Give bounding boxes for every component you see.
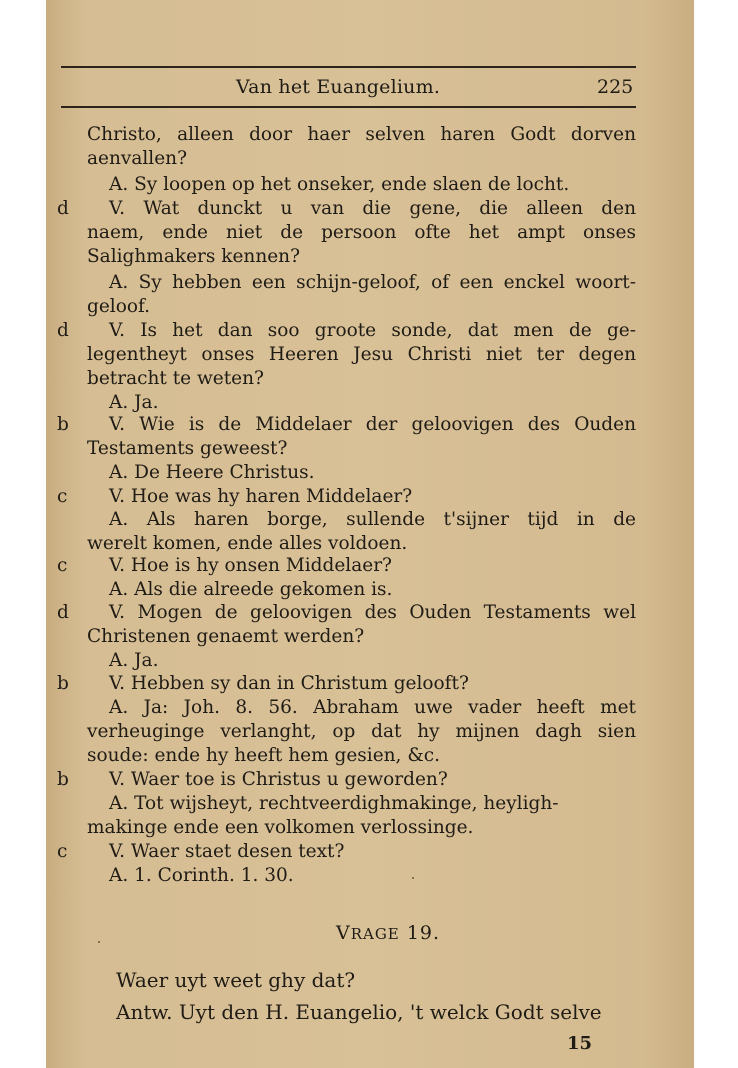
line-text: V. Waer toe is Christus u geworden?	[109, 769, 448, 790]
ink-speck	[412, 877, 414, 879]
heading-initial: V	[335, 922, 351, 944]
line-text: Christo, alleen door haer selven haren Godt dorven	[87, 124, 636, 145]
line-text: V. Mogen de geloovigen des Ouden Testaments wel	[109, 602, 636, 623]
line-text: makinge ende een volkomen verlossinge.	[87, 817, 474, 838]
book-page	[46, 0, 694, 1068]
line-text: V. Waer staet desen text?	[109, 841, 345, 862]
margin-marker: b	[57, 769, 69, 790]
line-text: soude: ende hy heeft hem gesien, &c.	[87, 745, 441, 766]
line-text: betracht te weten?	[87, 368, 264, 389]
line-text: A. Als haren borge, sullende t'sijner tijd in de	[109, 509, 636, 530]
margin-marker: b	[57, 673, 69, 694]
line-text: A. Tot wijsheyt, rechtveerdighmakinge, heyligh-	[109, 793, 559, 814]
line-text: A. Ja: Joh. 8. 56. Abraham uwe vader heeft met	[109, 697, 636, 718]
margin-marker: d	[57, 602, 69, 623]
line-text: V. Wat dunckt u van die gene, die alleen den	[109, 198, 636, 219]
margin-marker: c	[57, 555, 68, 576]
heading-number: 19.	[406, 922, 441, 944]
margin-marker: c	[57, 841, 68, 862]
question-line: Waer uyt weet ghy dat?	[116, 968, 356, 992]
line-text: V. Wie is de Middelaer der geloovigen des Ouden	[109, 414, 636, 435]
section-heading	[46, 922, 694, 944]
line-text: naem, ende niet de persoon ofte het ampt onses	[87, 222, 636, 243]
line-text: A. Ja.	[109, 650, 159, 671]
line-text: Christenen genaemt werden?	[87, 626, 365, 647]
line-text: V. Is het dan soo groote sonde, dat men de ge-	[109, 320, 636, 341]
running-title: Van het Euangelium.	[236, 76, 441, 98]
line-text: Testaments geweest?	[87, 438, 288, 459]
line-text: werelt komen, ende alles voldoen.	[87, 533, 408, 554]
answer-line: Antw. Uyt den H. Euangelio, 't welck Godt selve	[116, 1000, 602, 1024]
margin-marker: b	[57, 414, 69, 435]
line-text: V. Hoe was hy haren Middelaer?	[109, 486, 413, 507]
header-top-rule	[61, 66, 636, 68]
header-bottom-rule	[61, 106, 636, 108]
line-text: A. 1. Corinth. 1. 30.	[109, 865, 294, 886]
line-text: geloof.	[87, 296, 151, 317]
page-number: 225	[597, 76, 634, 98]
line-text: aenvallen?	[87, 148, 187, 169]
signature-mark: 15	[567, 1033, 593, 1054]
line-text: V. Hoe is hy onsen Middelaer?	[109, 555, 392, 576]
line-text: A. De Heere Christus.	[109, 462, 315, 483]
line-text: verheuginge verlanght, op dat hy mijnen dagh sien	[87, 721, 636, 742]
margin-marker: c	[57, 486, 68, 507]
heading-smallcaps: RAGE	[350, 925, 400, 943]
line-text: V. Hebben sy dan in Christum gelooft?	[109, 673, 469, 694]
line-text: A. Als die alreede gekomen is.	[109, 579, 393, 600]
margin-marker: d	[57, 320, 69, 341]
margin-marker: d	[57, 198, 69, 219]
ink-speck	[98, 941, 100, 943]
line-text: A. Ja.	[109, 392, 159, 413]
line-text: legentheyt onses Heeren Jesu Christi niet ter degen	[87, 344, 636, 365]
line-text: A. Sy hebben een schijn-geloof, of een enckel woort-	[109, 272, 636, 293]
line-text: Salighmakers kennen?	[87, 246, 301, 267]
line-text: A. Sy loopen op het onseker, ende slaen de locht.	[109, 174, 570, 195]
